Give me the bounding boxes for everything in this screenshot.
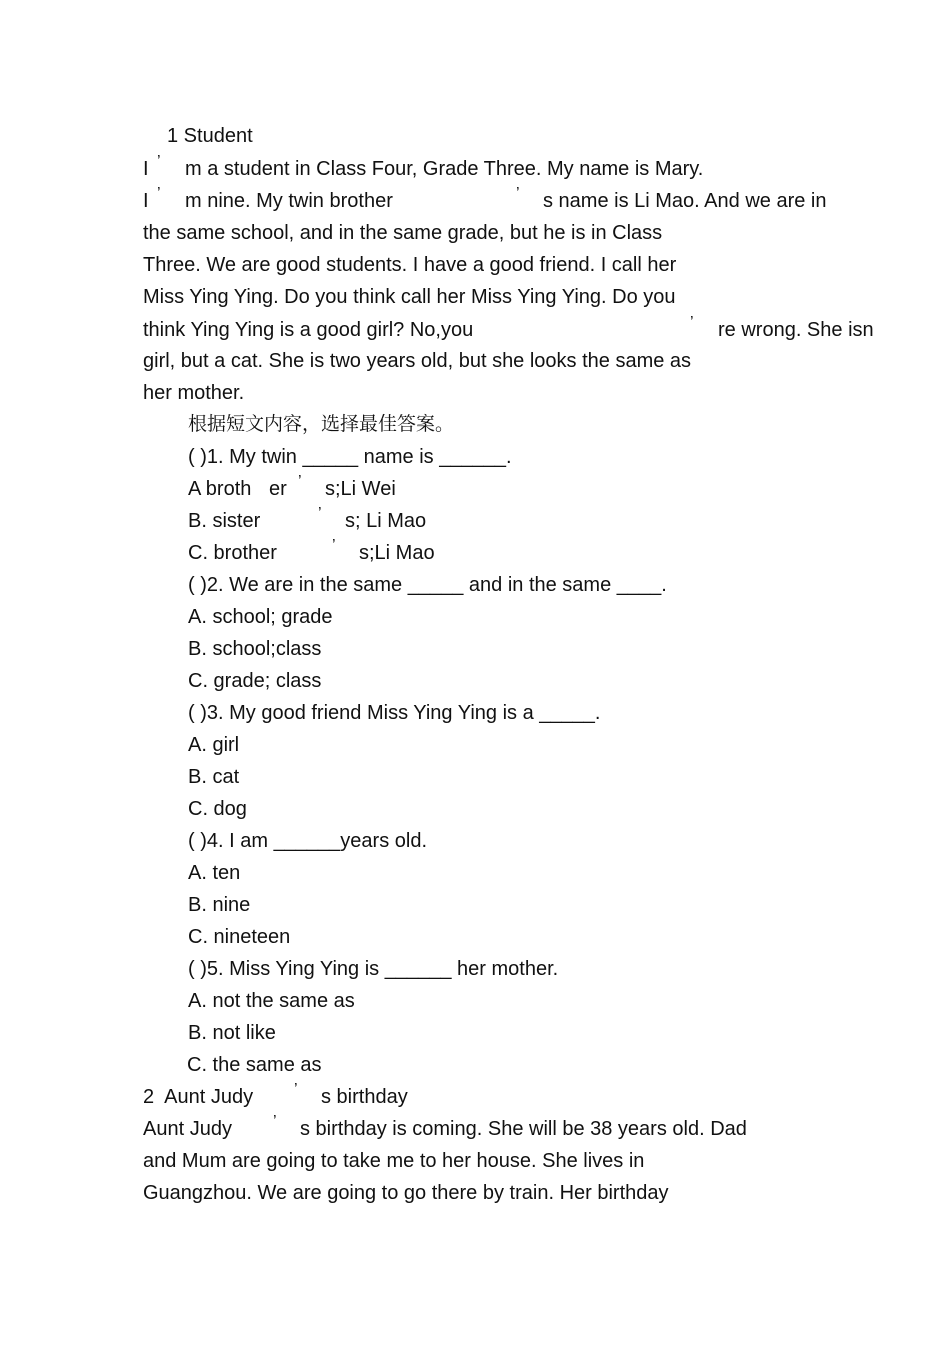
section-2-line-2: and Mum are going to take me to her house. She lives in bbox=[143, 1150, 645, 1172]
q5-option-b: B. not like bbox=[188, 1022, 276, 1044]
passage-line-1b: m a student in Class Four, Grade Three. My name is Mary. bbox=[185, 158, 704, 180]
question-1-stem: ( )1. My twin _____ name is ______. bbox=[188, 446, 512, 468]
passage-line-8: her mother. bbox=[143, 382, 245, 404]
q3-option-b: B. cat bbox=[188, 766, 240, 788]
passage-line-7: girl, but a cat. She is two years old, but she looks the same as bbox=[143, 350, 692, 372]
apostrophe-mark: ’ bbox=[294, 1081, 298, 1098]
instruction-text: 根据短文内容，选择最佳答案。 bbox=[188, 413, 455, 435]
apostrophe-mark: ’ bbox=[318, 505, 322, 522]
q4-option-b: B. nine bbox=[188, 894, 251, 916]
q2-option-b: B. school;class bbox=[188, 638, 322, 660]
apostrophe-mark: ’ bbox=[516, 185, 520, 202]
section-2-line-3: Guangzhou. We are going to go there by train. Her birthday bbox=[143, 1182, 669, 1204]
passage-line-1a: I bbox=[143, 158, 149, 180]
q1-option-b-part2: s; Li Mao bbox=[345, 510, 427, 532]
q3-option-a: A. girl bbox=[188, 734, 240, 756]
apostrophe-mark: ’ bbox=[273, 1113, 277, 1130]
q1-option-a-part2: er bbox=[269, 478, 287, 500]
section-2-line-1b: s birthday is coming. She will be 38 years old. Dad bbox=[300, 1118, 747, 1140]
apostrophe-mark: ’ bbox=[157, 185, 161, 202]
q1-option-c-part1: C. brother bbox=[188, 542, 277, 564]
question-2-stem: ( )2. We are in the same _____ and in the same ____. bbox=[188, 574, 667, 596]
passage-line-6b: re wrong. She isn bbox=[718, 319, 874, 341]
passage-line-2b: m nine. My twin brother bbox=[185, 190, 393, 212]
passage-line-3: the same school, and in the same grade, but he is in Class bbox=[143, 222, 663, 244]
passage-line-5: Miss Ying Ying. Do you think call her Miss Ying Ying. Do you bbox=[143, 286, 676, 308]
passage-line-2c: s name is Li Mao. And we are in bbox=[543, 190, 827, 212]
apostrophe-mark: ’ bbox=[690, 314, 694, 331]
apostrophe-mark: ’ bbox=[157, 153, 161, 170]
section-2-line-1a: Aunt Judy bbox=[143, 1118, 232, 1140]
q1-option-b-part1: B. sister bbox=[188, 510, 261, 532]
q2-option-a: A. school; grade bbox=[188, 606, 333, 628]
section-1-title: 1 Student bbox=[167, 125, 253, 147]
section-2-title-part1: 2 Aunt Judy bbox=[143, 1086, 254, 1108]
passage-line-2a: I bbox=[143, 190, 149, 212]
q5-option-c: C. the same as bbox=[187, 1054, 322, 1076]
question-5-stem: ( )5. Miss Ying Ying is ______ her mother. bbox=[188, 958, 559, 980]
passage-line-6a: think Ying Ying is a good girl? No,you bbox=[143, 319, 474, 341]
passage-line-4: Three. We are good students. I have a good friend. I call her bbox=[143, 254, 677, 276]
q1-option-a-part1: A broth bbox=[188, 478, 252, 500]
q4-option-a: A. ten bbox=[188, 862, 241, 884]
question-3-stem: ( )3. My good friend Miss Ying Ying is a _____. bbox=[188, 702, 601, 724]
q2-option-c: C. grade; class bbox=[188, 670, 322, 692]
q5-option-a: A. not the same as bbox=[188, 990, 355, 1012]
question-4-stem: ( )4. I am ______years old. bbox=[188, 830, 428, 852]
q1-option-c-part2: s;Li Mao bbox=[359, 542, 435, 564]
apostrophe-mark: ’ bbox=[298, 473, 302, 490]
q3-option-c: C. dog bbox=[188, 798, 247, 820]
q4-option-c: C. nineteen bbox=[188, 926, 291, 948]
section-2-title-part2: s birthday bbox=[321, 1086, 408, 1108]
q1-option-a-part3: s;Li Wei bbox=[325, 478, 396, 500]
apostrophe-mark: ’ bbox=[332, 537, 336, 554]
